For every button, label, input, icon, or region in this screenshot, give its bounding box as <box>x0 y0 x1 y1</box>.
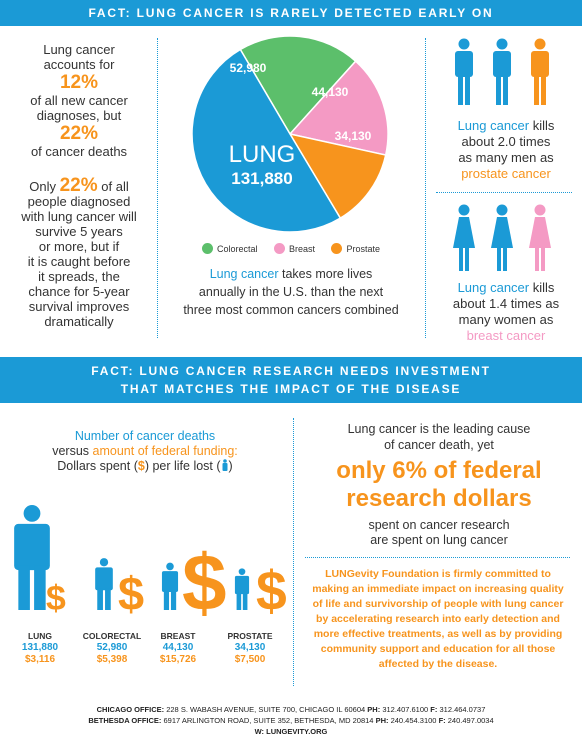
men-stat-prostate: prostate cancer <box>461 166 551 181</box>
legend-label: Breast <box>288 243 315 254</box>
section2-banner-line1: FACT: LUNG CANCER RESEARCH NEEDS INVESTMENT <box>91 364 491 378</box>
funding-bar-label <box>0 630 80 666</box>
pie-caption-text: three most common cancers combined <box>183 303 399 317</box>
footer-chicago <box>0 704 582 715</box>
funding-chart-title-text: Dollars spent ( <box>57 459 138 473</box>
section2-banner-line2: THAT MATCHES THE IMPACT OF THE DISEASE <box>120 382 462 396</box>
research-big-stat <box>300 457 578 513</box>
man-icon <box>455 39 473 106</box>
legend-colorectal <box>202 243 258 254</box>
pie-label-lung: LUNG <box>228 141 296 168</box>
deaths-label: 44,130 <box>162 642 194 653</box>
category-label: PROSTATE <box>227 631 273 641</box>
funding-bar-label <box>210 630 290 666</box>
funding-chart-title <box>10 429 280 474</box>
category-label: LUNG <box>27 631 53 641</box>
category-label: COLORECTAL <box>82 631 142 641</box>
footer-label: PH: <box>375 716 389 725</box>
men-stat <box>430 118 582 182</box>
left-stat-block-2 <box>4 175 154 329</box>
funding-chart-title-line <box>10 444 280 459</box>
women-stat-line <box>430 280 582 296</box>
section1-banner: FACT: LUNG CANCER IS RARELY DETECTED EARLY ON <box>0 0 582 26</box>
left-text: survival improves <box>28 299 130 314</box>
legend-breast <box>274 243 315 254</box>
pie-caption-line <box>160 265 422 283</box>
research-intro <box>300 421 578 453</box>
left-text: Lung cancer <box>43 42 115 57</box>
footer-label: PH: <box>367 705 381 714</box>
research-big-stat-line: only 6% of federal <box>336 457 542 484</box>
section2-banner <box>0 357 582 403</box>
left-text: it is caught before <box>27 254 131 269</box>
person-icon <box>95 558 113 610</box>
woman-icon <box>529 205 551 272</box>
left-text: it spreads, the <box>38 269 120 284</box>
left-text: chance for 5-year <box>28 284 130 299</box>
research-intro-line: of cancer death, yet <box>384 438 494 452</box>
stat-22-percent: 22% <box>59 123 99 144</box>
legend-swatch <box>274 243 285 254</box>
left-text: with lung cancer will <box>21 209 137 224</box>
divider-section2 <box>293 418 294 686</box>
men-stat-line <box>430 118 582 134</box>
research-intro-line: Lung cancer is the leading cause <box>347 422 531 436</box>
research-outro <box>300 518 578 548</box>
category-label: BREAST <box>160 631 196 641</box>
funding-chart-title-text: versus <box>52 444 90 458</box>
man-icon <box>531 39 549 106</box>
funding-label: $5,398 <box>96 654 128 665</box>
footer-fax: 240.497.0034 <box>447 716 494 725</box>
dollar-icon: $ <box>256 560 287 622</box>
person-icon <box>235 568 249 610</box>
pie-legend <box>160 241 422 259</box>
pie-caption <box>160 265 422 319</box>
legend-swatch <box>202 243 213 254</box>
funding-chart-title-text: ) <box>228 459 233 473</box>
research-big-stat-line: research dollars <box>346 485 532 512</box>
pie-caption-highlight: Lung cancer <box>209 267 279 281</box>
footer-phone: 240.454.3100 <box>390 716 437 725</box>
funding-chart-title-highlight: amount of federal funding: <box>92 444 238 458</box>
legend-prostate <box>331 243 380 254</box>
deaths-label: 52,980 <box>96 642 128 653</box>
left-text: people diagnosed <box>27 194 131 209</box>
deaths-label: 131,880 <box>21 642 59 653</box>
funding-label: $15,726 <box>159 654 197 665</box>
footer-web-link[interactable]: W: LUNGEVITY.ORG <box>254 727 328 736</box>
pie-caption-text: takes more lives <box>281 267 373 281</box>
funding-chart-title-line <box>10 459 280 474</box>
legend-swatch <box>331 243 342 254</box>
left-text-line <box>4 175 154 196</box>
woman-icon <box>491 205 513 272</box>
women-stat-text: about 1.4 times as <box>452 296 560 311</box>
pie-value-prostate: 34,130 <box>334 129 372 143</box>
left-text: diagnoses, but <box>36 108 122 123</box>
legend-label: Colorectal <box>217 243 258 254</box>
legend-label: Prostate <box>346 243 380 254</box>
men-stat-text: as many men as <box>458 150 554 165</box>
divider-right-mid <box>436 192 572 193</box>
dollar-icon: $ <box>137 459 145 473</box>
pie-value-breast: 44,130 <box>311 85 349 99</box>
left-text: survive 5 years <box>35 224 123 239</box>
divider-section2-right <box>305 557 570 558</box>
footer-label: BETHESDA OFFICE: <box>88 716 162 725</box>
funding-label: $3,116 <box>24 654 56 665</box>
research-outro-line: are spent on lung cancer <box>370 533 508 547</box>
person-icon <box>162 563 178 610</box>
left-text: of all <box>101 179 129 194</box>
footer-address: 228 S. WABASH AVENUE, SUITE 700, CHICAGO IL 60604 <box>166 705 366 714</box>
women-stat <box>430 280 582 344</box>
footer-label: F: <box>438 716 446 725</box>
person-icon <box>221 459 229 471</box>
dollar-icon: $ <box>46 578 66 618</box>
left-text: or more, but if <box>38 239 120 254</box>
funding-chart-title-line: Number of cancer deaths <box>74 429 216 443</box>
person-icon <box>14 505 50 610</box>
woman-icon <box>453 205 475 272</box>
footer-label: F: <box>430 705 438 714</box>
dollar-icon: $ <box>182 538 227 627</box>
lungevity-statement: LUNGevity Foundation is firmly committed to making an immediate impact on increasing quality of life and survivorship of people with lung cancer by accelerating research into early detection and more effective treatments, as well as by providing community support and education for all those affected by the disease. <box>312 568 564 670</box>
dollar-icon: $ <box>118 568 145 620</box>
left-text: of cancer deaths <box>30 144 128 159</box>
women-icons <box>447 204 559 272</box>
footer <box>0 704 582 737</box>
women-stat-text: kills <box>532 280 555 295</box>
men-stat-highlight: Lung cancer <box>457 118 530 133</box>
man-icon <box>493 39 511 106</box>
left-text: dramatically <box>44 314 114 329</box>
men-icons <box>447 38 559 106</box>
pie-caption-text: annually in the U.S. than the next <box>198 285 384 299</box>
funding-bar-label <box>138 630 218 666</box>
funding-chart-title-text: ) per life lost ( <box>144 459 221 473</box>
women-stat-text: many women as <box>458 312 554 327</box>
funding-label: $7,500 <box>234 654 266 665</box>
men-stat-text: kills <box>532 118 555 133</box>
footer-label: CHICAGO OFFICE: <box>96 705 165 714</box>
pie-value-lung: 131,880 <box>231 169 293 188</box>
footer-address: 6917 ARLINGTON ROAD, SUITE 352, BETHESDA, MD 20814 <box>163 716 374 725</box>
left-stat-block-1 <box>4 42 154 159</box>
deaths-label: 34,130 <box>234 642 266 653</box>
men-stat-text: about 2.0 times <box>461 134 551 149</box>
left-text: of all new cancer <box>30 93 128 108</box>
deaths-pie-chart <box>190 34 390 234</box>
research-outro-line: spent on cancer research <box>368 518 510 532</box>
left-text: Only <box>29 179 56 194</box>
left-text: accounts for <box>43 57 115 72</box>
funding-pictograph-chart <box>0 490 293 630</box>
pie-value-colorectal: 52,980 <box>229 61 267 75</box>
stat-12-percent: 12% <box>59 72 99 93</box>
footer-phone: 312.407.6100 <box>382 705 429 714</box>
stat-22-percent-survive: 22% <box>59 175 98 196</box>
footer-fax: 312.464.0737 <box>439 705 486 714</box>
women-stat-highlight: Lung cancer <box>457 280 530 295</box>
divider-left <box>157 38 158 338</box>
women-stat-breast: breast cancer <box>466 328 546 343</box>
divider-right <box>425 38 426 338</box>
footer-bethesda <box>0 715 582 726</box>
